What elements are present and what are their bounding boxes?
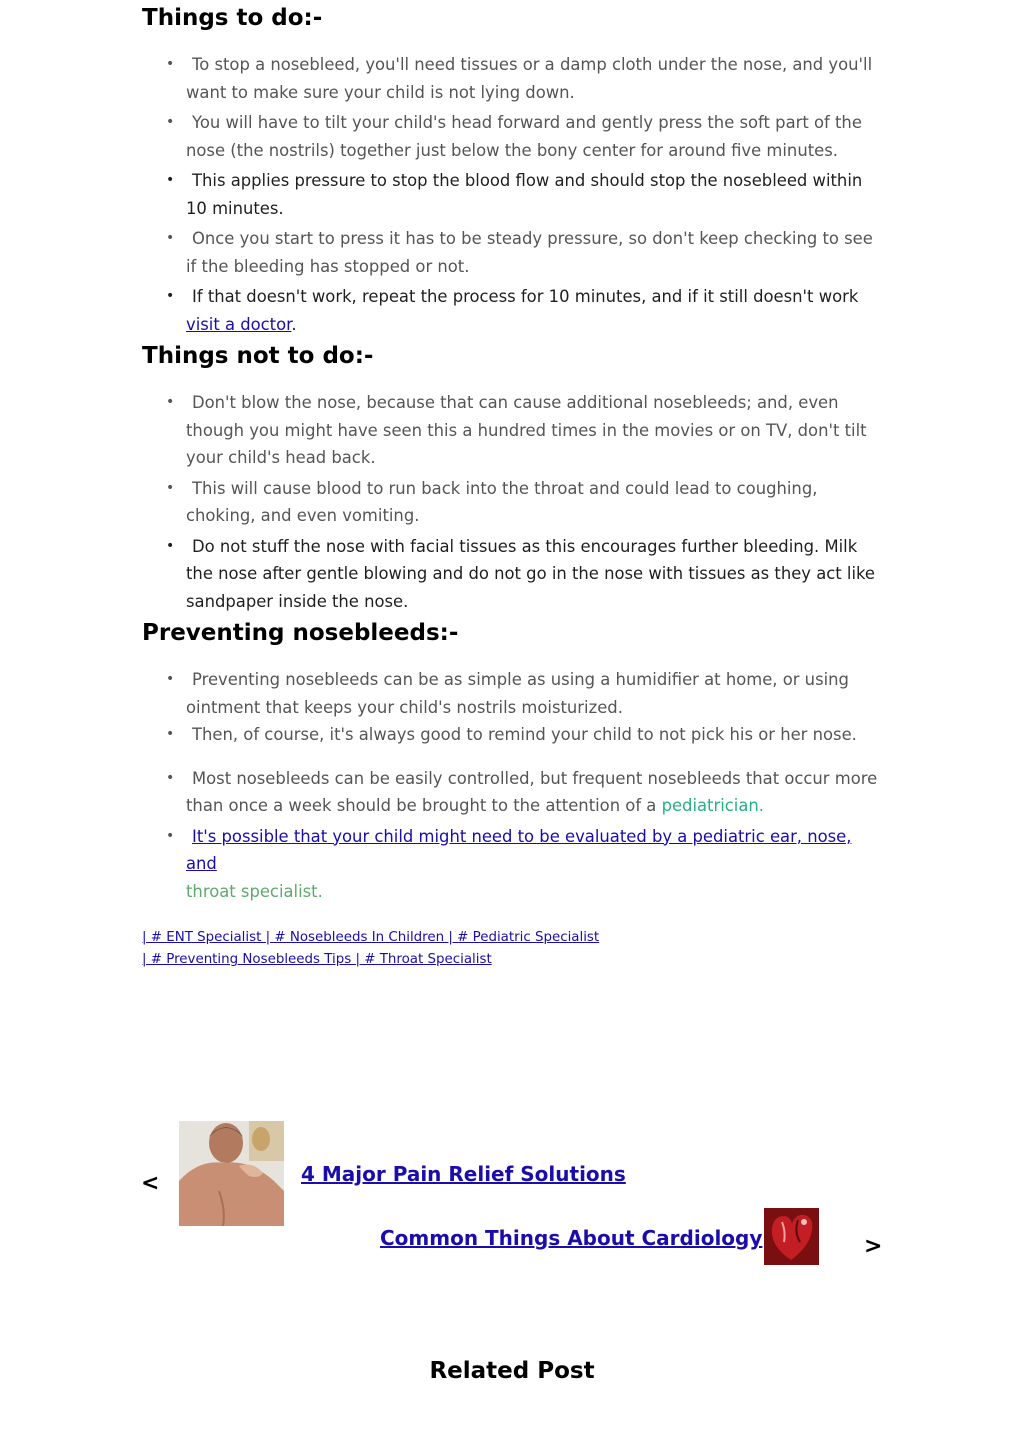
list-item: • Don't blow the nose, because that can cause additional nosebleeds; and, even though you might have seen this a hundred times in the movies or on TV, don't tilt your child's head back. <box>166 393 867 467</box>
specialist-link[interactable]: It's possible that your child might need to be evaluated by a pediatric ear, nose, and <box>186 826 852 873</box>
section-heading-preventing-nosebleeds: Preventing nosebleeds:- <box>142 620 459 646</box>
tag-list <box>142 927 882 971</box>
throat-specialist-text: throat specialist. <box>186 881 323 901</box>
list-item: • This will cause blood to run back into the throat and could lead to coughing, choking, and even vomiting. <box>166 478 818 525</box>
section-heading-things-to-do: Things to do:- <box>142 5 323 31</box>
things-to-do-list <box>142 51 882 338</box>
visit-doctor-link[interactable]: visit a doctor <box>186 314 292 334</box>
section-heading-things-not-to-do: Things not to do:- <box>142 343 374 369</box>
pediatrician-text: pediatrician. <box>661 796 764 815</box>
prev-post-link[interactable]: 4 Major Pain Relief Solutions <box>301 1162 626 1186</box>
next-post-link[interactable]: Common Things About Cardiology <box>380 1226 763 1250</box>
list-item: • You will have to tilt your child's head forward and gently press the soft part of the nose (the nostrils) together just below the bony center for around five minutes. <box>166 113 862 160</box>
tag-links-line-2[interactable]: | # Preventing Nosebleeds Tips | # Throat Specialist <box>142 952 492 967</box>
list-item: • If that doesn't work, repeat the process for 10 minutes, and if it still doesn't work visit a doctor. <box>166 287 859 334</box>
chevron-left-icon[interactable]: < <box>141 1171 160 1196</box>
list-item: • To stop a nosebleed, you'll need tissues or a damp cloth under the nose, and you'll want to make sure your child is not lying down. <box>166 55 873 102</box>
list-item: • Then, of course, it's always good to remind your child to not pick his or her nose. <box>166 725 857 744</box>
list-item: • This applies pressure to stop the blood flow and should stop the nosebleed within 10 minutes. <box>166 171 863 218</box>
next-post-thumbnail[interactable] <box>764 1208 819 1265</box>
preventing-list <box>142 666 882 905</box>
back-pain-image <box>179 1121 284 1226</box>
list-item: • Once you start to press it has to be steady pressure, so don't keep checking to see if the bleeding has stopped or not. <box>166 229 873 276</box>
list-item: • Most nosebleeds can be easily controlled, but frequent nosebleeds that occur more than once a week should be brought to the attention of a pediatrician. <box>166 768 878 815</box>
tag-links-line-1[interactable]: | # ENT Specialist | # Nosebleeds In Children | # Pediatric Specialist <box>142 930 600 945</box>
heart-image <box>764 1208 819 1265</box>
list-item: • Preventing nosebleeds can be as simple as using a humidifier at home, or using ointment that keeps your child's nostrils moisturized. <box>166 670 849 717</box>
article-body <box>142 0 882 971</box>
things-not-to-do-list <box>142 389 882 615</box>
list-item: • Do not stuff the nose with facial tissues as this encourages further bleeding. Milk the nose after gentle blowing and do not go in the nose with tissues as they act like sandpaper inside the nose. <box>166 536 875 611</box>
prev-post-thumbnail[interactable] <box>179 1121 284 1226</box>
related-post-heading: Related Post <box>429 1358 595 1384</box>
list-item: • It's possible that your child might need to be evaluated by a pediatric ear, nose, and throat specialist. <box>166 826 852 901</box>
chevron-right-icon[interactable]: > <box>864 1234 883 1259</box>
